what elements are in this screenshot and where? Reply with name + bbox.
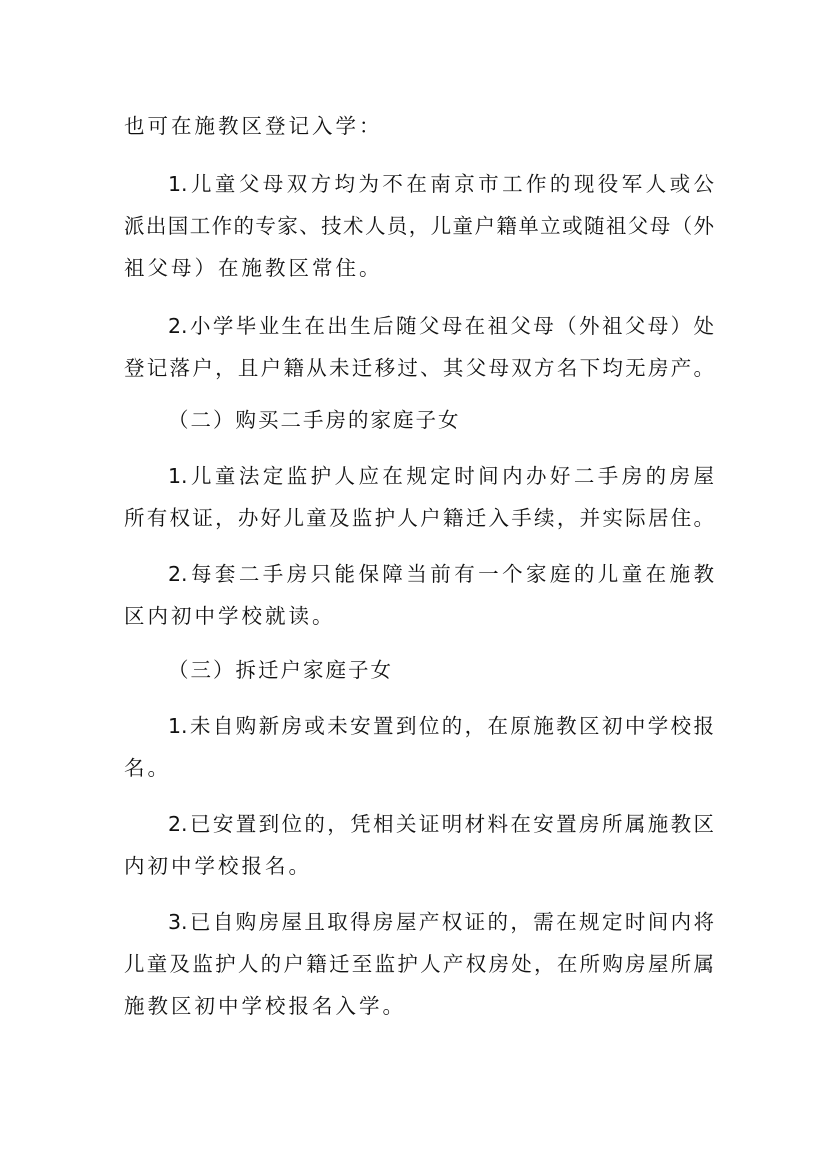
- section-3-item-1-line-1: 1.未自购新房或未安置到位的，在原施教区初中学校报: [168, 714, 714, 738]
- section-heading-2: （二）购买二手房的家庭子女: [168, 408, 461, 432]
- section-2-item-1-line-1: 1.儿童法定监护人应在规定时间内办好二手房的房屋: [168, 464, 714, 488]
- section-2-item-2-line-2: 区内初中学校就读。: [124, 604, 336, 628]
- section-2-item-1-line-2: 所有权证，办好儿童及监护人户籍迁入手续，并实际居住。: [124, 506, 714, 530]
- section-3-item-1-line-2: 名。: [124, 756, 171, 780]
- item-2-line-2: 登记落户，且户籍从未迁移过、其父母双方名下均无房产。: [124, 356, 714, 380]
- section-3-item-3-line-3: 施教区初中学校报名入学。: [124, 994, 406, 1018]
- item-1-line-1: 1.儿童父母双方均为不在南京市工作的现役军人或公: [168, 172, 714, 196]
- section-3-item-2-line-1: 2.已安置到位的，凭相关证明材料在安置房所属施教区: [168, 812, 714, 836]
- item-1-line-2: 派出国工作的专家、技术人员，儿童户籍单立或随祖父母（外: [124, 214, 714, 238]
- section-2-item-2-line-1: 2.每套二手房只能保障当前有一个家庭的儿童在施教: [168, 562, 714, 586]
- item-2-line-1: 2.小学毕业生在出生后随父母在祖父母（外祖父母）处: [168, 314, 714, 338]
- text-line-continuation: 也可在施教区登记入学：: [124, 114, 383, 138]
- item-1-line-3: 祖父母）在施教区常住。: [124, 256, 383, 280]
- section-3-item-3-line-2: 儿童及监护人的户籍迁至监护人产权房处，在所购房屋所属: [124, 952, 714, 976]
- section-heading-3: （三）拆迁户家庭子女: [168, 658, 393, 682]
- section-3-item-3-line-1: 3.已自购房屋且取得房屋产权证的，需在规定时间内将: [168, 910, 714, 934]
- section-3-item-2-line-2: 内初中学校报名。: [124, 854, 312, 878]
